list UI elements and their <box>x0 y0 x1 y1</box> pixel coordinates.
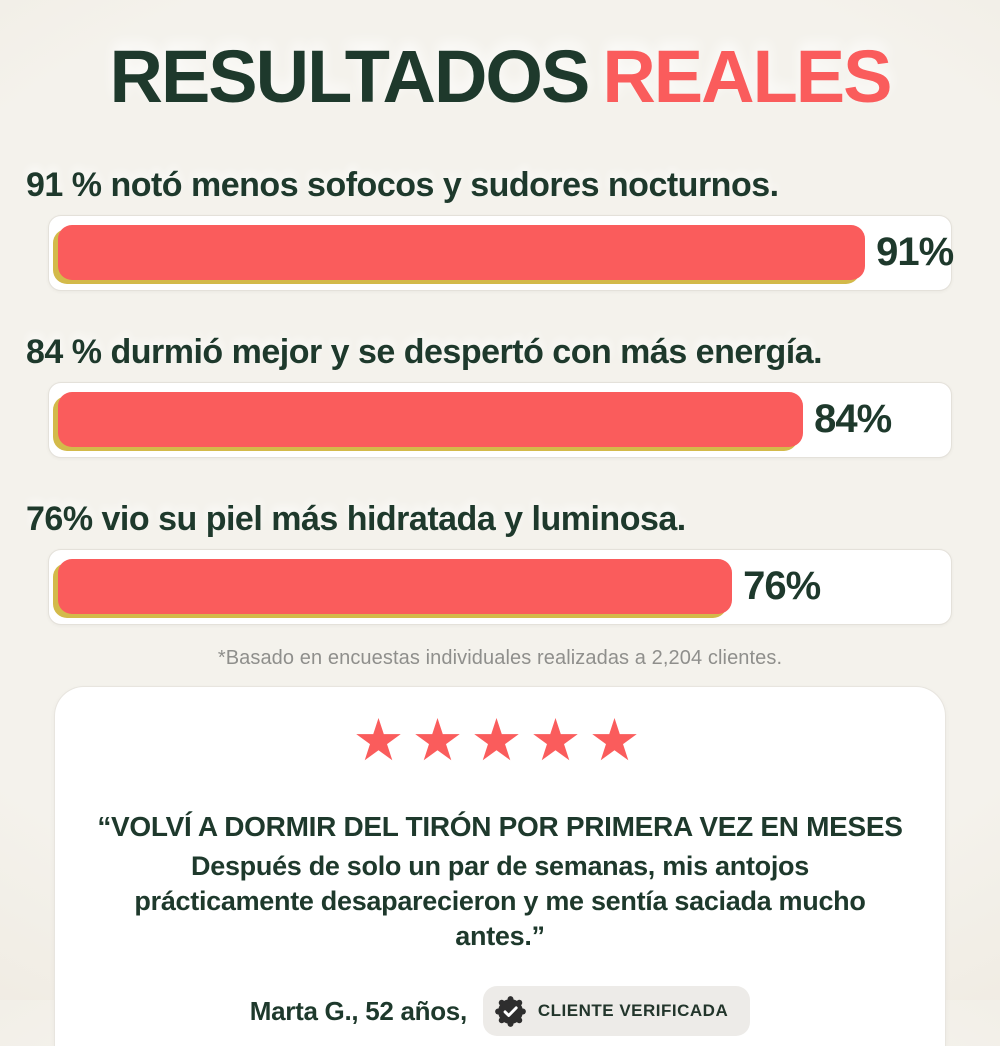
verified-badge-label: CLIENTE VERIFICADA <box>537 1001 729 1021</box>
progress-bar-container <box>48 382 952 458</box>
verified-customer-badge <box>483 986 750 1036</box>
testimonial-quote-headline: “VOLVÍ A DORMIR DEL TIRÓN POR PRIMERA VEZ EN MESES <box>97 810 903 842</box>
progress-track <box>48 549 952 625</box>
progress-track <box>48 382 952 458</box>
progress-value-label: 84% <box>814 397 892 442</box>
stat-heading: 91 % notó menos sofocos y sudores nocturnos. <box>26 165 779 204</box>
survey-footnote: *Basado en encuestas individuales realizadas a 2,204 clientes. <box>217 646 783 669</box>
progress-bar-fill <box>58 225 865 280</box>
progress-bar-fill <box>58 392 803 447</box>
reviewer-name: Marta G., 52 años, <box>249 995 467 1026</box>
page-title <box>0 35 1000 118</box>
five-star-rating: ★★★★★ <box>352 705 648 774</box>
testimonial-card <box>54 686 946 1046</box>
stat-section-sleep <box>0 333 1000 458</box>
title-part-green: RESULTADOS <box>109 35 589 118</box>
stat-heading: 84 % durmió mejor y se despertó con más energía. <box>26 332 823 371</box>
stat-heading: 76% vio su piel más hidratada y luminosa. <box>26 499 686 538</box>
title-part-red: REALES <box>602 35 891 118</box>
progress-bar-container <box>48 215 952 291</box>
progress-value-label: 76% <box>743 564 821 609</box>
testimonial-quote-body: Después de solo un par de semanas, mis antojos prácticamente desaparecieron y me sentía saciada mucho antes.” <box>134 850 866 952</box>
testimonial-attribution-row <box>55 986 945 1036</box>
progress-bar-fill <box>58 559 732 614</box>
progress-track <box>48 215 952 291</box>
stat-section-skin <box>0 500 1000 625</box>
stat-section-hot-flashes <box>0 166 1000 291</box>
verified-seal-icon <box>495 996 526 1027</box>
progress-value-label: 91% <box>876 230 954 275</box>
progress-bar-container <box>48 549 952 625</box>
